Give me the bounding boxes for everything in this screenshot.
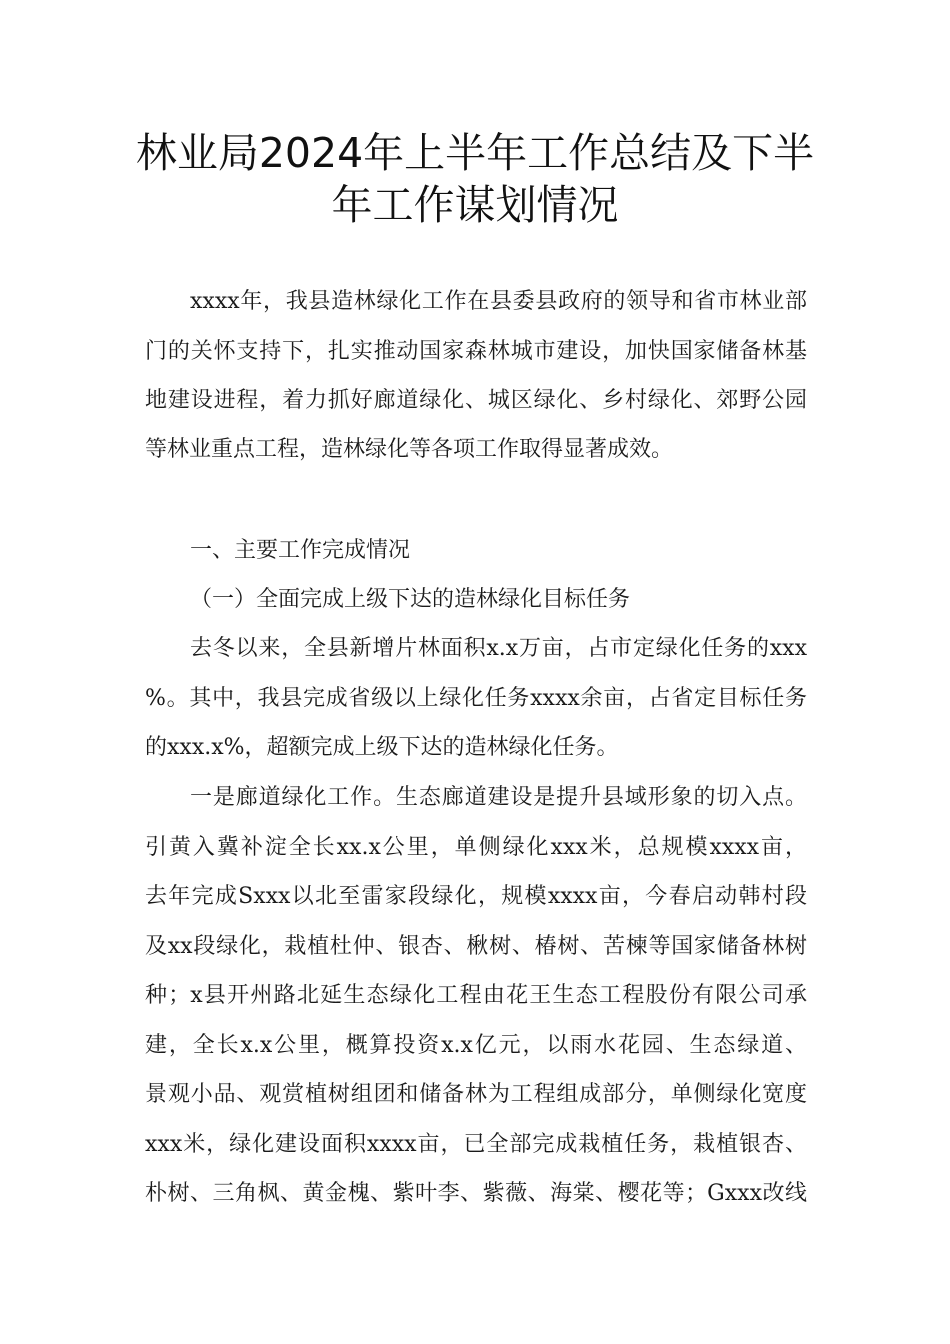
paragraph-line: 去年完成Sxxx以北至雷家段绿化，规模xxxx亩，今春启动韩村段 bbox=[145, 884, 807, 909]
intro-line: xxxx年，我县造林绿化工作在县委县政府的领导和省市林业部 bbox=[190, 289, 807, 314]
paragraph-line: 及xx段绿化，栽植杜仲、银杏、楸树、椿树、苦楝等国家储备林树 bbox=[145, 934, 807, 959]
document-title-line-1: 林业局2024年上半年工作总结及下半 bbox=[135, 129, 815, 177]
paragraph-line: 引黄入冀补淀全长xx.x公里，单侧绿化xxx米，总规模xxxx亩， bbox=[145, 835, 807, 860]
paragraph-line: 种；x县开州路北延生态绿化工程由花王生态工程股份有限公司承 bbox=[145, 983, 807, 1008]
intro-line: 地建设进程，着力抓好廊道绿化、城区绿化、乡村绿化、郊野公园 bbox=[145, 388, 807, 413]
paragraph-line: 景观小品、观赏植树组团和储备林为工程组成部分，单侧绿化宽度 bbox=[145, 1082, 807, 1107]
document-title-line-2: 年工作谋划情况 bbox=[331, 181, 619, 229]
paragraph-line: 朴树、三角枫、黄金槐、紫叶李、紫薇、海棠、樱花等；Gxxx改线 bbox=[145, 1181, 807, 1206]
paragraph-line: %。其中，我县完成省级以上绿化任务xxxx余亩，占省定目标任务 bbox=[145, 686, 807, 711]
intro-line: 等林业重点工程，造林绿化等各项工作取得显著成效。 bbox=[145, 437, 674, 462]
subsection-heading: （一）全面完成上级下达的造林绿化目标任务 bbox=[190, 587, 631, 612]
paragraph-line: 的xxx.x%，超额完成上级下达的造林绿化任务。 bbox=[145, 735, 619, 760]
paragraph-line: 去冬以来，全县新增片林面积x.x万亩，占市定绿化任务的xxx bbox=[190, 636, 807, 661]
intro-line: 门的关怀支持下，扎实推动国家森林城市建设，加快国家储备林基 bbox=[145, 339, 807, 364]
paragraph-line: 一是廊道绿化工作。生态廊道建设是提升县域形象的切入点。 bbox=[190, 785, 807, 810]
paragraph-line: xxx米，绿化建设面积xxxx亩，已全部完成栽植任务，栽植银杏、 bbox=[145, 1132, 807, 1157]
section-heading: 一、主要工作完成情况 bbox=[190, 538, 411, 563]
paragraph-line: 建，全长x.x公里，概算投资x.x亿元，以雨水花园、生态绿道、 bbox=[145, 1033, 807, 1058]
